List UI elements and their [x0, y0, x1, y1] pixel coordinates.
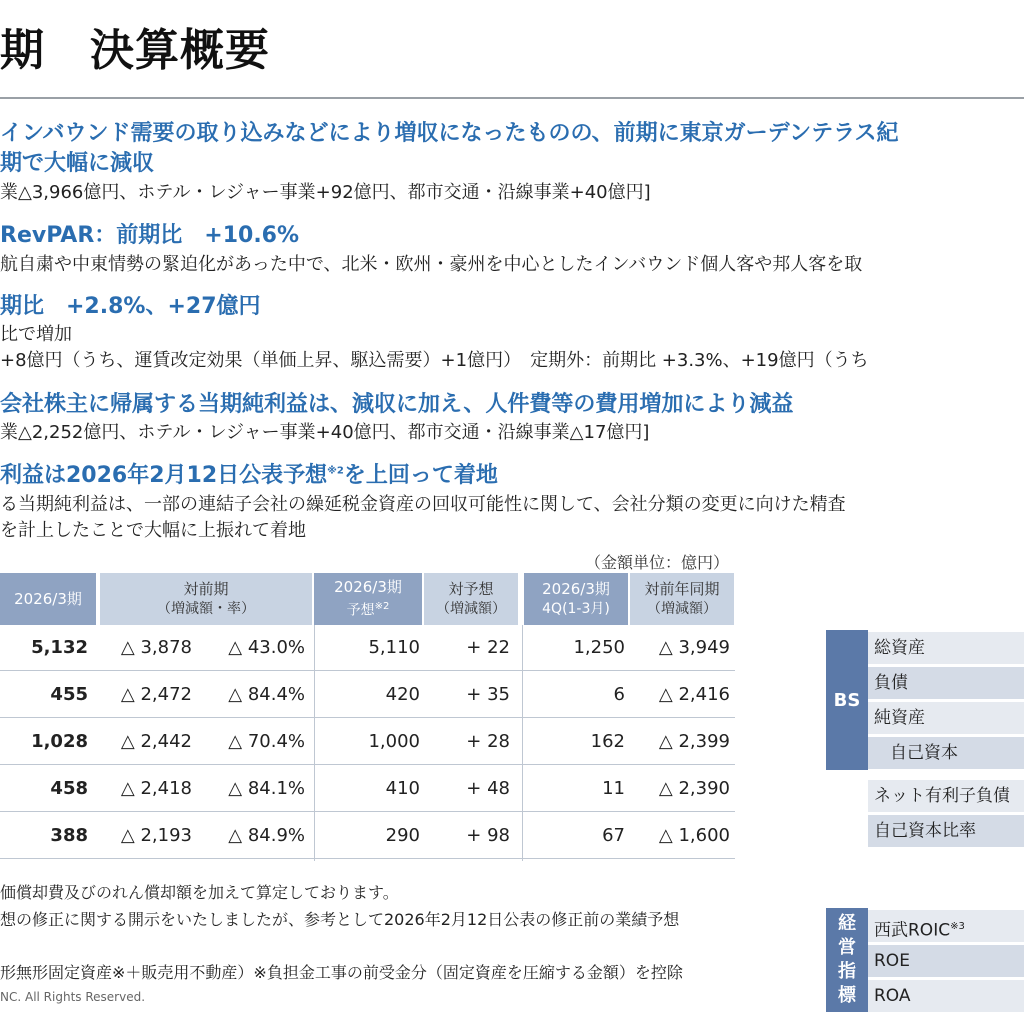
- table-row: 1,028 △ 2,442 △ 70.4% 1,000 + 28 162 △ 2,399: [0, 719, 735, 765]
- kpi-label: 経 営 指 標: [826, 908, 868, 1012]
- copyright: NC. All Rights Reserved.: [0, 990, 146, 1004]
- kpi-item-roe: ROE: [868, 945, 1024, 978]
- section-3-line-2: +8億円（うち、運賃改定効果（単価上昇、駆込需要）+1億円） 定期外：前期比 +3.3%、+19億円（うち: [0, 350, 869, 371]
- col-header-fy: 2026/3期: [0, 573, 96, 625]
- col-header-yoy: 対前期 （増減額・率）: [100, 573, 312, 625]
- section-1-heading: インバウンド需要の取り込みなどにより増収になったものの、前期に東京ガーデンテラス紀: [0, 121, 899, 146]
- bs-item-equity: 自己資本: [868, 737, 1024, 770]
- section-2-heading: RevPAR：前期比 +10.6%: [0, 223, 300, 248]
- section-2-line: 航自粛や中東情勢の緊迫化があった中で、北米・欧州・豪州を中心としたインバウンド個人客や邦人客を取: [0, 254, 863, 275]
- section-5-line-1: る当期純利益は、一部の連結子会社の繰延税金資産の回収可能性に関して、会社分類の変更に向けた精査: [0, 494, 846, 515]
- table-row: 388 △ 2,193 △ 84.9% 290 + 98 67 △ 1,600: [0, 813, 735, 859]
- section-5-heading: 利益は2026年2月12日公表予想$^{※2}$を上回って着地: [0, 463, 498, 488]
- kpi-item-roa: ROA: [868, 980, 1024, 1013]
- bs-item-equity-ratio: 自己資本比率: [868, 815, 1024, 848]
- col-header-forecast: 2026/3期 予想$^{※2}$: [314, 573, 422, 625]
- bs-item-net-assets: 純資産: [868, 702, 1024, 735]
- footnote-3: 形無形固定資産※＋販売用不動産）※負担金工事の前受金分（固定資産を圧縮する金額）を控除: [0, 963, 683, 982]
- bs-item-total-assets: 総資産: [868, 632, 1024, 665]
- section-4-heading: 会社株主に帰属する当期純利益は、減収に加え、人件費等の費用増加により減益: [0, 392, 794, 417]
- bs-label: BS: [826, 630, 868, 770]
- section-1-heading-cont: 期で大幅に減収: [0, 151, 155, 176]
- col-header-vs-forecast: 対予想 （増減額）: [424, 573, 518, 625]
- footnote-ref: ※2: [327, 465, 344, 477]
- bs-item-net-debt: ネット有利子負債: [868, 780, 1024, 813]
- table-row: 455 △ 2,472 △ 84.4% 420 + 35 6 △ 2,416: [0, 672, 735, 718]
- section-5-line-2: を計上したことで大幅に上振れて着地: [0, 520, 306, 541]
- kpi-item-roic: 西武ROIC$^{※3}$: [868, 910, 1024, 943]
- footnote-2: 想の修正に関する開示をいたしましたが、参考として2026年2月12日公表の修正前の業績予想: [0, 910, 680, 929]
- page-title: 期 決算概要: [0, 25, 270, 76]
- section-3-line-1: 比で増加: [0, 324, 72, 345]
- section-1-line: 業△3,966億円、ホテル・レジャー事業+92億円、都市交通・沿線事業+40億円]: [0, 182, 651, 203]
- col-header-4q: 2026/3期 4Q(1-3月): [524, 573, 628, 625]
- table-row: 5,132 △ 3,878 △ 43.0% 5,110 + 22 1,250 △ 3,949: [0, 625, 735, 671]
- section-4-line: 業△2,252億円、ホテル・レジャー事業+40億円、都市交通・沿線事業△17億円]: [0, 422, 650, 443]
- table-unit: （金額単位：億円）: [585, 553, 730, 572]
- footnote-1: 価償却費及びのれん償却額を加えて算定しております。: [0, 883, 399, 902]
- section-3-heading: 期比 +2.8%、+27億円: [0, 294, 261, 319]
- bs-item-liabilities: 負債: [868, 667, 1024, 700]
- table-row: 458 △ 2,418 △ 84.1% 410 + 48 11 △ 2,390: [0, 766, 735, 812]
- title-divider: [0, 97, 1024, 99]
- col-header-vs-prior-quarter: 対前年同期 （増減額）: [630, 573, 734, 625]
